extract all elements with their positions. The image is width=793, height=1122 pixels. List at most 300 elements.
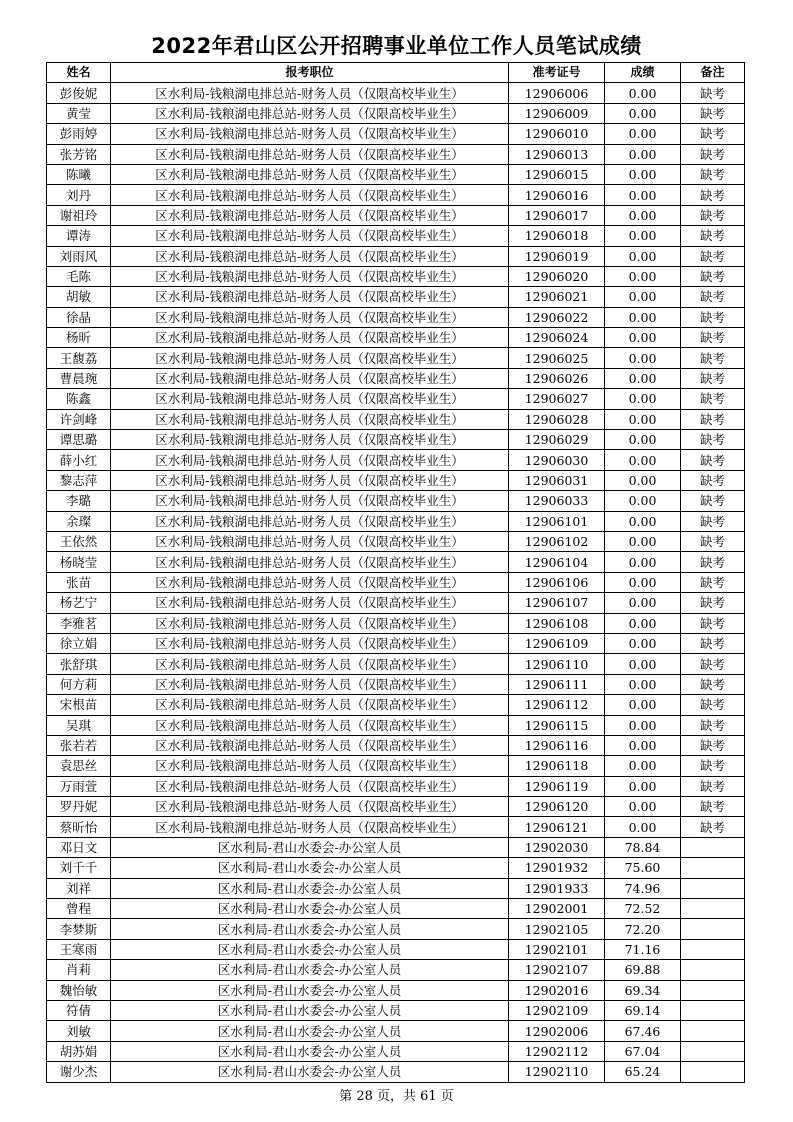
- cell-exam-number: 12906026: [509, 368, 605, 388]
- cell-name: 徐晶: [47, 307, 111, 327]
- cell-exam-number: 12906022: [509, 307, 605, 327]
- cell-position: 区水利局-钱粮湖电排总站-财务人员（仅限高校毕业生）: [111, 307, 509, 327]
- cell-remark: [681, 1062, 745, 1082]
- cell-score: 0.00: [605, 287, 681, 307]
- table-row: [47, 674, 745, 694]
- cell-exam-number: 12906101: [509, 511, 605, 531]
- cell-remark: [681, 980, 745, 1000]
- cell-score: 0.00: [605, 226, 681, 246]
- cell-position: 区水利局-钱粮湖电排总站-财务人员（仅限高校毕业生）: [111, 83, 509, 103]
- cell-exam-number: 12906006: [509, 83, 605, 103]
- cell-score: 0.00: [605, 246, 681, 266]
- cell-score: 0.00: [605, 185, 681, 205]
- cell-name: 宋根苗: [47, 695, 111, 715]
- table-row: [47, 470, 745, 490]
- cell-position: 区水利局-钱粮湖电排总站-财务人员（仅限高校毕业生）: [111, 368, 509, 388]
- cell-exam-number: 12906107: [509, 593, 605, 613]
- cell-score: 69.14: [605, 1000, 681, 1020]
- cell-position: 区水利局-钱粮湖电排总站-财务人员（仅限高校毕业生）: [111, 226, 509, 246]
- cell-remark: 缺考: [681, 348, 745, 368]
- cell-score: 72.20: [605, 919, 681, 939]
- cell-remark: [681, 899, 745, 919]
- cell-score: 0.00: [605, 756, 681, 776]
- cell-position: 区水利局-钱粮湖电排总站-财务人员（仅限高校毕业生）: [111, 430, 509, 450]
- table-row: [47, 613, 745, 633]
- cell-name: 陈曦: [47, 164, 111, 184]
- cell-position: 区水利局-钱粮湖电排总站-财务人员（仅限高校毕业生）: [111, 491, 509, 511]
- cell-exam-number: 12906102: [509, 531, 605, 551]
- cell-exam-number: 12906028: [509, 409, 605, 429]
- cell-score: 0.00: [605, 511, 681, 531]
- cell-name: 蔡昕怡: [47, 817, 111, 837]
- cell-exam-number: 12902001: [509, 899, 605, 919]
- cell-name: 杨晓莹: [47, 552, 111, 572]
- scores-table: [46, 62, 745, 1083]
- cell-position: 区水利局-钱粮湖电排总站-财务人员（仅限高校毕业生）: [111, 756, 509, 776]
- cell-name: 谢祖玲: [47, 205, 111, 225]
- cell-name: 黎志萍: [47, 470, 111, 490]
- cell-remark: 缺考: [681, 287, 745, 307]
- cell-exam-number: 12902016: [509, 980, 605, 1000]
- cell-name: 彭雨婷: [47, 124, 111, 144]
- cell-remark: [681, 939, 745, 959]
- cell-exam-number: 12906115: [509, 715, 605, 735]
- cell-exam-number: 12902030: [509, 837, 605, 857]
- cell-exam-number: 12906024: [509, 328, 605, 348]
- table-row: [47, 776, 745, 796]
- cell-position: 区水利局-钱粮湖电排总站-财务人员（仅限高校毕业生）: [111, 776, 509, 796]
- cell-position: 区水利局-钱粮湖电排总站-财务人员（仅限高校毕业生）: [111, 124, 509, 144]
- cell-name: 曹晨琬: [47, 368, 111, 388]
- cell-remark: 缺考: [681, 389, 745, 409]
- cell-score: 0.00: [605, 552, 681, 572]
- table-row: [47, 837, 745, 857]
- table-row: [47, 552, 745, 572]
- header-score: 成绩: [605, 63, 681, 83]
- cell-score: 0.00: [605, 735, 681, 755]
- cell-score: 0.00: [605, 124, 681, 144]
- cell-remark: 缺考: [681, 715, 745, 735]
- cell-exam-number: 12906110: [509, 654, 605, 674]
- cell-remark: [681, 919, 745, 939]
- cell-score: 0.00: [605, 654, 681, 674]
- table-row: [47, 1062, 745, 1082]
- cell-exam-number: 12906108: [509, 613, 605, 633]
- cell-remark: 缺考: [681, 124, 745, 144]
- cell-name: 袁思丝: [47, 756, 111, 776]
- cell-score: 0.00: [605, 103, 681, 123]
- cell-remark: 缺考: [681, 83, 745, 103]
- cell-remark: 缺考: [681, 409, 745, 429]
- table-row: [47, 593, 745, 613]
- cell-name: 吴琪: [47, 715, 111, 735]
- cell-position: 区水利局-钱粮湖电排总站-财务人员（仅限高校毕业生）: [111, 735, 509, 755]
- cell-position: 区水利局-钱粮湖电排总站-财务人员（仅限高校毕业生）: [111, 287, 509, 307]
- cell-exam-number: 12902107: [509, 960, 605, 980]
- cell-name: 张苗: [47, 572, 111, 592]
- cell-remark: [681, 960, 745, 980]
- cell-position: 区水利局-君山水委会-办公室人员: [111, 899, 509, 919]
- cell-name: 张芳铭: [47, 144, 111, 164]
- cell-position: 区水利局-钱粮湖电排总站-财务人员（仅限高校毕业生）: [111, 674, 509, 694]
- cell-position: 区水利局-钱粮湖电排总站-财务人员（仅限高校毕业生）: [111, 328, 509, 348]
- cell-exam-number: 12906104: [509, 552, 605, 572]
- cell-exam-number: 12906119: [509, 776, 605, 796]
- page-title: 2022年君山区公开招聘事业单位工作人员笔试成绩: [151, 34, 642, 58]
- cell-score: 0.00: [605, 470, 681, 490]
- cell-remark: 缺考: [681, 593, 745, 613]
- cell-name: 刘丹: [47, 185, 111, 205]
- cell-position: 区水利局-君山水委会-办公室人员: [111, 939, 509, 959]
- table-row: [47, 899, 745, 919]
- cell-exam-number: 12902110: [509, 1062, 605, 1082]
- table-row: [47, 430, 745, 450]
- cell-position: 区水利局-钱粮湖电排总站-财务人员（仅限高校毕业生）: [111, 205, 509, 225]
- cell-score: 74.96: [605, 878, 681, 898]
- cell-remark: 缺考: [681, 307, 745, 327]
- cell-position: 区水利局-钱粮湖电排总站-财务人员（仅限高校毕业生）: [111, 164, 509, 184]
- cell-exam-number: 12906016: [509, 185, 605, 205]
- cell-name: 李璐: [47, 491, 111, 511]
- cell-position: 区水利局-君山水委会-办公室人员: [111, 919, 509, 939]
- table-row: [47, 654, 745, 674]
- page-footer: 第 28 页，共 61 页: [339, 1089, 454, 1104]
- cell-exam-number: 12906118: [509, 756, 605, 776]
- cell-name: 杨艺宁: [47, 593, 111, 613]
- cell-position: 区水利局-君山水委会-办公室人员: [111, 837, 509, 857]
- cell-score: 67.46: [605, 1021, 681, 1041]
- cell-exam-number: 12906019: [509, 246, 605, 266]
- cell-score: 0.00: [605, 593, 681, 613]
- cell-exam-number: 12906017: [509, 205, 605, 225]
- cell-position: 区水利局-钱粮湖电排总站-财务人员（仅限高校毕业生）: [111, 450, 509, 470]
- cell-remark: 缺考: [681, 756, 745, 776]
- cell-remark: 缺考: [681, 735, 745, 755]
- table-row: [47, 491, 745, 511]
- table-row: [47, 817, 745, 837]
- cell-exam-number: 12902112: [509, 1041, 605, 1061]
- cell-position: 区水利局-钱粮湖电排总站-财务人员（仅限高校毕业生）: [111, 348, 509, 368]
- table-row: [47, 246, 745, 266]
- table-row: [47, 348, 745, 368]
- cell-score: 0.00: [605, 633, 681, 653]
- cell-name: 符倩: [47, 1000, 111, 1020]
- cell-position: 区水利局-钱粮湖电排总站-财务人员（仅限高校毕业生）: [111, 103, 509, 123]
- cell-name: 薛小红: [47, 450, 111, 470]
- cell-name: 余璨: [47, 511, 111, 531]
- cell-exam-number: 12906021: [509, 287, 605, 307]
- cell-position: 区水利局-钱粮湖电排总站-财务人员（仅限高校毕业生）: [111, 797, 509, 817]
- cell-exam-number: 12906116: [509, 735, 605, 755]
- header-remark: 备注: [681, 63, 745, 83]
- cell-position: 区水利局-钱粮湖电排总站-财务人员（仅限高校毕业生）: [111, 817, 509, 837]
- cell-remark: [681, 837, 745, 857]
- cell-score: 0.00: [605, 328, 681, 348]
- cell-exam-number: 12906010: [509, 124, 605, 144]
- cell-name: 彭俊妮: [47, 83, 111, 103]
- cell-remark: 缺考: [681, 695, 745, 715]
- cell-score: 0.00: [605, 450, 681, 470]
- cell-exam-number: 12906018: [509, 226, 605, 246]
- table-row: [47, 1041, 745, 1061]
- cell-remark: 缺考: [681, 328, 745, 348]
- cell-score: 0.00: [605, 572, 681, 592]
- cell-remark: 缺考: [681, 797, 745, 817]
- cell-name: 王依然: [47, 531, 111, 551]
- cell-score: 69.88: [605, 960, 681, 980]
- cell-name: 邓日文: [47, 837, 111, 857]
- cell-position: 区水利局-君山水委会-办公室人员: [111, 878, 509, 898]
- cell-score: 0.00: [605, 817, 681, 837]
- cell-exam-number: 12906033: [509, 491, 605, 511]
- cell-remark: 缺考: [681, 266, 745, 286]
- cell-score: 0.00: [605, 776, 681, 796]
- cell-exam-number: 12902105: [509, 919, 605, 939]
- table-row: [47, 1021, 745, 1041]
- table-row: [47, 878, 745, 898]
- cell-remark: 缺考: [681, 368, 745, 388]
- table-row: [47, 307, 745, 327]
- table-row: [47, 328, 745, 348]
- cell-exam-number: 12901933: [509, 878, 605, 898]
- cell-position: 区水利局-钱粮湖电排总站-财务人员（仅限高校毕业生）: [111, 613, 509, 633]
- cell-exam-number: 12906120: [509, 797, 605, 817]
- table-row: [47, 164, 745, 184]
- cell-position: 区水利局-钱粮湖电排总站-财务人员（仅限高校毕业生）: [111, 695, 509, 715]
- cell-score: 78.84: [605, 837, 681, 857]
- cell-exam-number: 12906027: [509, 389, 605, 409]
- cell-position: 区水利局-君山水委会-办公室人员: [111, 1021, 509, 1041]
- table-row: [47, 715, 745, 735]
- table-row: [47, 572, 745, 592]
- table-row: [47, 83, 745, 103]
- cell-position: 区水利局-钱粮湖电排总站-财务人员（仅限高校毕业生）: [111, 572, 509, 592]
- cell-name: 万雨萱: [47, 776, 111, 796]
- cell-name: 刘千千: [47, 858, 111, 878]
- cell-name: 谭涛: [47, 226, 111, 246]
- table-row: [47, 858, 745, 878]
- table-row: [47, 226, 745, 246]
- cell-remark: 缺考: [681, 491, 745, 511]
- cell-exam-number: 12906015: [509, 164, 605, 184]
- cell-remark: 缺考: [681, 674, 745, 694]
- table-row: [47, 1000, 745, 1020]
- cell-score: 71.16: [605, 939, 681, 959]
- cell-remark: [681, 858, 745, 878]
- cell-score: 0.00: [605, 430, 681, 450]
- cell-name: 谭思璐: [47, 430, 111, 450]
- table-row: [47, 531, 745, 551]
- table-row: [47, 368, 745, 388]
- cell-remark: [681, 1041, 745, 1061]
- cell-score: 69.34: [605, 980, 681, 1000]
- table-row: [47, 756, 745, 776]
- cell-remark: 缺考: [681, 654, 745, 674]
- cell-name: 王馥荔: [47, 348, 111, 368]
- cell-exam-number: 12906106: [509, 572, 605, 592]
- cell-name: 李梦斯: [47, 919, 111, 939]
- cell-score: 0.00: [605, 348, 681, 368]
- cell-score: 0.00: [605, 491, 681, 511]
- cell-name: 曾程: [47, 899, 111, 919]
- cell-remark: 缺考: [681, 817, 745, 837]
- table-row: [47, 797, 745, 817]
- cell-score: 0.00: [605, 389, 681, 409]
- cell-remark: 缺考: [681, 185, 745, 205]
- cell-score: 0.00: [605, 613, 681, 633]
- cell-score: 0.00: [605, 797, 681, 817]
- cell-remark: 缺考: [681, 633, 745, 653]
- cell-exam-number: 12906121: [509, 817, 605, 837]
- cell-remark: 缺考: [681, 205, 745, 225]
- table-row: [47, 287, 745, 307]
- cell-score: 0.00: [605, 368, 681, 388]
- table-row: [47, 124, 745, 144]
- cell-position: 区水利局-钱粮湖电排总站-财务人员（仅限高校毕业生）: [111, 593, 509, 613]
- table-row: [47, 103, 745, 123]
- cell-name: 魏怡敏: [47, 980, 111, 1000]
- table-row: [47, 266, 745, 286]
- cell-exam-number: 12902101: [509, 939, 605, 959]
- cell-score: 65.24: [605, 1062, 681, 1082]
- cell-name: 胡苏娟: [47, 1041, 111, 1061]
- table-row: [47, 695, 745, 715]
- cell-exam-number: 12906030: [509, 450, 605, 470]
- cell-position: 区水利局-钱粮湖电排总站-财务人员（仅限高校毕业生）: [111, 511, 509, 531]
- header-position: 报考职位: [111, 63, 509, 83]
- cell-position: 区水利局-钱粮湖电排总站-财务人员（仅限高校毕业生）: [111, 144, 509, 164]
- cell-remark: 缺考: [681, 531, 745, 551]
- cell-score: 72.52: [605, 899, 681, 919]
- cell-remark: 缺考: [681, 164, 745, 184]
- table-row: [47, 205, 745, 225]
- header-exam-number: 准考证号: [509, 63, 605, 83]
- cell-exam-number: 12906111: [509, 674, 605, 694]
- cell-name: 杨昕: [47, 328, 111, 348]
- cell-position: 区水利局-君山水委会-办公室人员: [111, 1062, 509, 1082]
- cell-exam-number: 12901932: [509, 858, 605, 878]
- cell-remark: 缺考: [681, 613, 745, 633]
- cell-exam-number: 12906025: [509, 348, 605, 368]
- cell-name: 何方莉: [47, 674, 111, 694]
- cell-position: 区水利局-君山水委会-办公室人员: [111, 1041, 509, 1061]
- cell-name: 许剑峰: [47, 409, 111, 429]
- cell-position: 区水利局-钱粮湖电排总站-财务人员（仅限高校毕业生）: [111, 185, 509, 205]
- table-row: [47, 185, 745, 205]
- cell-name: 陈鑫: [47, 389, 111, 409]
- cell-remark: 缺考: [681, 470, 745, 490]
- table-row: [47, 633, 745, 653]
- cell-name: 张若若: [47, 735, 111, 755]
- cell-name: 李雅茗: [47, 613, 111, 633]
- cell-name: 罗丹妮: [47, 797, 111, 817]
- cell-score: 0.00: [605, 695, 681, 715]
- cell-position: 区水利局-君山水委会-办公室人员: [111, 1000, 509, 1020]
- cell-position: 区水利局-钱粮湖电排总站-财务人员（仅限高校毕业生）: [111, 552, 509, 572]
- cell-exam-number: 12906112: [509, 695, 605, 715]
- cell-remark: 缺考: [681, 430, 745, 450]
- cell-position: 区水利局-君山水委会-办公室人员: [111, 980, 509, 1000]
- cell-remark: 缺考: [681, 450, 745, 470]
- cell-name: 胡敏: [47, 287, 111, 307]
- cell-score: 0.00: [605, 715, 681, 735]
- cell-remark: 缺考: [681, 103, 745, 123]
- cell-exam-number: 12906020: [509, 266, 605, 286]
- table-header-row: [47, 63, 745, 83]
- cell-position: 区水利局-钱粮湖电排总站-财务人员（仅限高校毕业生）: [111, 531, 509, 551]
- cell-name: 王寒雨: [47, 939, 111, 959]
- cell-name: 刘敏: [47, 1021, 111, 1041]
- cell-position: 区水利局-钱粮湖电排总站-财务人员（仅限高校毕业生）: [111, 633, 509, 653]
- cell-score: 0.00: [605, 266, 681, 286]
- cell-name: 徐立娟: [47, 633, 111, 653]
- cell-score: 0.00: [605, 144, 681, 164]
- cell-position: 区水利局-钱粮湖电排总站-财务人员（仅限高校毕业生）: [111, 409, 509, 429]
- cell-exam-number: 12906029: [509, 430, 605, 450]
- cell-position: 区水利局-君山水委会-办公室人员: [111, 858, 509, 878]
- table-row: [47, 919, 745, 939]
- cell-position: 区水利局-钱粮湖电排总站-财务人员（仅限高校毕业生）: [111, 246, 509, 266]
- cell-position: 区水利局-钱粮湖电排总站-财务人员（仅限高校毕业生）: [111, 715, 509, 735]
- cell-position: 区水利局-钱粮湖电排总站-财务人员（仅限高校毕业生）: [111, 389, 509, 409]
- table-row: [47, 980, 745, 1000]
- cell-score: 0.00: [605, 205, 681, 225]
- cell-position: 区水利局-君山水委会-办公室人员: [111, 960, 509, 980]
- cell-exam-number: 12902109: [509, 1000, 605, 1020]
- cell-exam-number: 12906009: [509, 103, 605, 123]
- table-row: [47, 939, 745, 959]
- cell-remark: 缺考: [681, 552, 745, 572]
- cell-name: 刘祥: [47, 878, 111, 898]
- cell-name: 毛陈: [47, 266, 111, 286]
- cell-score: 0.00: [605, 409, 681, 429]
- cell-exam-number: 12902006: [509, 1021, 605, 1041]
- cell-remark: 缺考: [681, 226, 745, 246]
- cell-name: 张舒琪: [47, 654, 111, 674]
- table-row: [47, 409, 745, 429]
- cell-remark: [681, 1021, 745, 1041]
- cell-score: 0.00: [605, 164, 681, 184]
- table-row: [47, 960, 745, 980]
- cell-exam-number: 12906031: [509, 470, 605, 490]
- cell-position: 区水利局-钱粮湖电排总站-财务人员（仅限高校毕业生）: [111, 654, 509, 674]
- cell-remark: 缺考: [681, 144, 745, 164]
- header-name: 姓名: [47, 63, 111, 83]
- cell-exam-number: 12906109: [509, 633, 605, 653]
- cell-remark: [681, 878, 745, 898]
- cell-name: 黄莹: [47, 103, 111, 123]
- cell-remark: [681, 1000, 745, 1020]
- cell-name: 刘雨风: [47, 246, 111, 266]
- cell-score: 0.00: [605, 83, 681, 103]
- cell-name: 谢少杰: [47, 1062, 111, 1082]
- cell-remark: 缺考: [681, 511, 745, 531]
- table-row: [47, 144, 745, 164]
- cell-remark: 缺考: [681, 246, 745, 266]
- cell-score: 0.00: [605, 531, 681, 551]
- table-row: [47, 389, 745, 409]
- table-row: [47, 735, 745, 755]
- cell-position: 区水利局-钱粮湖电排总站-财务人员（仅限高校毕业生）: [111, 470, 509, 490]
- cell-position: 区水利局-钱粮湖电排总站-财务人员（仅限高校毕业生）: [111, 266, 509, 286]
- cell-score: 0.00: [605, 674, 681, 694]
- cell-remark: 缺考: [681, 776, 745, 796]
- cell-score: 0.00: [605, 307, 681, 327]
- cell-score: 67.04: [605, 1041, 681, 1061]
- cell-exam-number: 12906013: [509, 144, 605, 164]
- cell-name: 肖莉: [47, 960, 111, 980]
- table-row: [47, 450, 745, 470]
